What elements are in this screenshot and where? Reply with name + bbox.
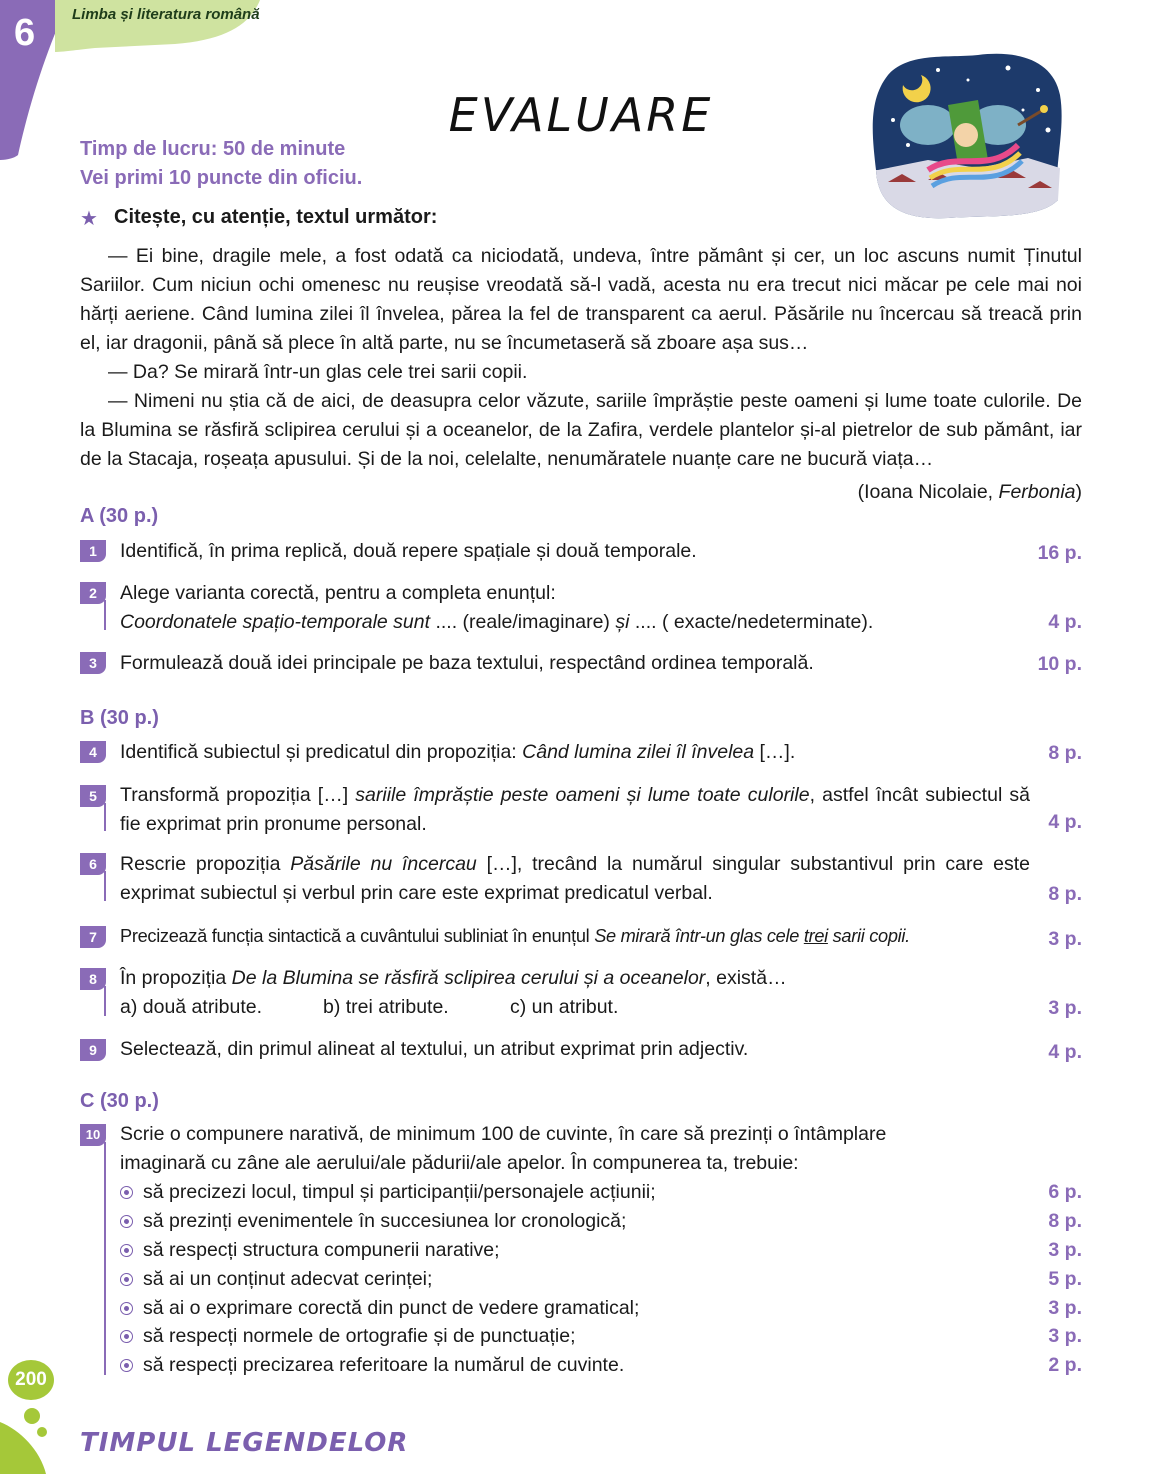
criteria-item: să precizezi locul, timpul și participanții/personajele acțiunii;: [120, 1178, 656, 1207]
criteria-item: să prezinți evenimentele în succesiunea lor cronologică;: [120, 1207, 626, 1236]
question-number: 8: [80, 968, 106, 990]
question-number: 6: [80, 853, 106, 875]
question-points: 4 p.: [1048, 611, 1082, 633]
criteria-points: 2 p.: [1048, 1354, 1082, 1376]
bullet-icon: [120, 1273, 133, 1286]
star-icon: ★: [80, 208, 98, 230]
question-number: 9: [80, 1039, 106, 1061]
bonus-info: Vei primi 10 puncte din oficiu.: [80, 167, 363, 189]
question-bar: [104, 803, 106, 831]
question-9-text: Selectează, din primul alineat al textului, un atribut exprimat prin adjectiv.: [120, 1038, 749, 1060]
question-bar: [104, 986, 106, 1016]
criteria-item: să respecți precizarea referitoare la numărul de cuvinte.: [120, 1351, 624, 1380]
question-points: 8 p.: [1048, 742, 1082, 764]
question-number: 7: [80, 926, 106, 948]
question-number: 1: [80, 540, 106, 562]
option-a: a) două atribute.: [120, 996, 263, 1018]
criteria-item: să ai o exprimare corectă din punct de vedere gramatical;: [120, 1294, 639, 1323]
section-a-heading: A (30 p.): [80, 505, 159, 527]
section-c-heading: C (30 p.): [80, 1090, 159, 1112]
question-1-text: Identifică, în prima replică, două repere spațiale și două temporale.: [120, 540, 697, 562]
subject-title: Limba și literatura română: [72, 6, 260, 23]
bullet-icon: [120, 1330, 133, 1343]
criteria-points: 3 p.: [1048, 1239, 1082, 1261]
question-number: 5: [80, 785, 106, 807]
series-title: TIMPUL LEGENDELOR: [80, 1428, 409, 1458]
question-5-text: Transformă propoziția […] sariile împrăștie peste oameni și lume toate culorile, astfel încât subiectul să fie exprimat prin pronume personal.: [120, 784, 1031, 835]
question-bar: [104, 871, 106, 901]
question-points: 3 p.: [1048, 928, 1082, 950]
reading-text: [80, 242, 1082, 474]
question-3-text: Formulează două idei principale pe baza textului, respectând ordinea temporală.: [120, 652, 814, 674]
criteria-points: 5 p.: [1048, 1268, 1082, 1290]
question-bar: [104, 1142, 106, 1375]
question-bar: [104, 600, 106, 630]
text-paragraph: — Nimeni nu știa că de aici, de deasupra celor văzute, sariile împrăștie peste oameni și lume toate culorile. De la Blumina se răsfiră sclipirea cerului și a oceanelor, de la Zafira, verdele plantelor și-al pietrelor de sub pământ, iar de la Stacaja, roșeața apusului. Și de la noi, celelalte, nenumăratele nuanțe care ne bucură viața…: [80, 390, 1082, 470]
criteria-item: să respecți structura compunerii narative;: [120, 1236, 500, 1265]
question-number: 2: [80, 582, 106, 604]
question-6-text: Rescrie propoziția Păsările nu încercau […], trecând la numărul singular substantivul prin care este exprimat subiectul și verbul prin care este exprimat predicatul verbal.: [120, 853, 1030, 904]
bullet-icon: [120, 1215, 133, 1228]
fairy-illustration: [868, 50, 1066, 220]
question-7-text: Precizează funcția sintactică a cuvântului subliniat în enunțul Se mirară într-un glas cele trei sarii copii.: [120, 926, 910, 946]
question-2-text: Alege varianta corectă, pentru a completa enunțul: Coordonatele spațio-temporale sunt .... (reale/imaginare) și .... ( exacte/nedeterminate).: [120, 582, 874, 633]
criteria-points: 6 p.: [1048, 1181, 1082, 1203]
footer-decoration: [0, 1400, 60, 1474]
criteria-item: să respecți normele de ortografie și de punctuație;: [120, 1322, 576, 1351]
page-number: 200: [8, 1360, 54, 1400]
time-info: Timp de lucru: 50 de minute: [80, 138, 346, 160]
option-b: b) trei atribute.: [323, 996, 449, 1018]
section-b-heading: B (30 p.): [80, 707, 159, 729]
criteria-points: 3 p.: [1048, 1325, 1082, 1347]
question-10-text: Scrie o compunere narativă, de minimum 100 de cuvinte, în care să prezinți o întâmplare imaginară cu zâne ale aerului/ale pădurii/ale apelor. În compunerea ta, trebuie:: [120, 1123, 887, 1174]
question-number: 3: [80, 652, 106, 674]
text-paragraph: — Ei bine, dragile mele, a fost odată ca niciodată, undeva, între pământ și cer, un loc ascuns numit Ținutul Sariilor. Cum niciun ochi omenesc nu reușise vreodată să-l vadă, acesta nu era trecut nici măcar pe cele mai noi hărți aeriene. Când lumina zilei îl învelea, părea la fel de transparent ca aerul. Păsările nu încercau să treacă prin el, iar dragonii, până să plece în altă parte, nu se încumetaseră să zboare așa sus…: [80, 245, 1082, 354]
question-points: 16 p.: [1037, 542, 1082, 564]
bullet-icon: [120, 1302, 133, 1315]
question-points: 8 p.: [1048, 883, 1082, 905]
question-8-text: În propoziția De la Blumina se răsfiră sclipirea cerului și a oceanelor, există…: [120, 967, 787, 989]
question-points: 4 p.: [1048, 811, 1082, 833]
bullet-icon: [120, 1186, 133, 1199]
text-paragraph: — Da? Se mirară într-un glas cele trei sarii copii.: [108, 361, 528, 383]
page-title: EVALUARE: [448, 88, 714, 142]
question-points: 4 p.: [1048, 1041, 1082, 1063]
grade-number: 6: [14, 12, 36, 54]
criteria-points: 3 p.: [1048, 1297, 1082, 1319]
question-points: 3 p.: [1048, 997, 1082, 1019]
criteria-points: 8 p.: [1048, 1210, 1082, 1232]
question-4-text: Identifică subiectul și predicatul din propoziția: Când lumina zilei îl învelea […].: [120, 741, 796, 763]
bullet-icon: [120, 1359, 133, 1372]
question-points: 10 p.: [1037, 653, 1082, 675]
option-c: c) un atribut.: [510, 996, 619, 1018]
criteria-item: să ai un conținut adecvat cerinței;: [120, 1265, 432, 1294]
question-number: 4: [80, 741, 106, 763]
reading-instruction: Citește, cu atenție, textul următor:: [114, 206, 438, 228]
bullet-icon: [120, 1244, 133, 1257]
question-number: 10: [80, 1124, 106, 1146]
citation: (Ioana Nicolaie, Ferbonia): [857, 481, 1082, 503]
